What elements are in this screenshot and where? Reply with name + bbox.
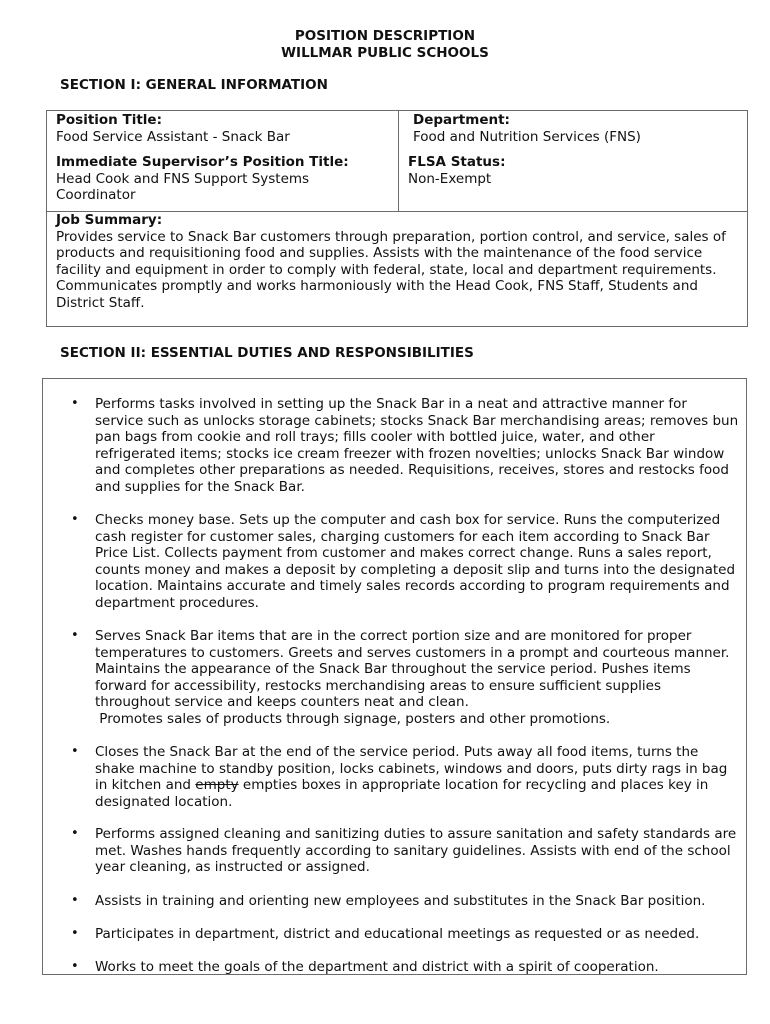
bullet-icon: • — [71, 396, 79, 411]
general-information-row — [47, 111, 747, 212]
flsa-status-field — [408, 154, 738, 187]
department-value: Food and Nutrition Services (FNS) — [413, 128, 641, 145]
document-title: POSITION DESCRIPTION — [294, 28, 476, 44]
job-summary-field — [56, 212, 744, 311]
supervisor-value: Head Cook and FNS Support Systems Coordinator — [56, 170, 310, 203]
document-header — [0, 28, 770, 62]
duty-text-promotes: Promotes sales of products through signage, posters and other promotions. — [99, 710, 611, 727]
job-summary-text: Provides service to Snack Bar customers through preparation, portion control, and service, sales of products and requisitioning food and supplies. Assists with the maintenance of the food service facility and equipment in order to comply with federal, state, local and department requirements. Communicates promptly and works harmoniously with the Head Cook, FNS Staff, Students and District Staff. — [56, 228, 726, 311]
department-label: Department: — [413, 112, 510, 128]
general-information-table — [46, 110, 748, 327]
bullet-icon: • — [71, 893, 79, 908]
section-1-heading: SECTION I: GENERAL INFORMATION — [60, 77, 328, 93]
bullet-icon: • — [71, 959, 79, 974]
position-title-label: Position Title: — [56, 112, 162, 128]
department-field — [413, 112, 743, 145]
duty-text: Works to meet the goals of the department and district with a spirit of cooperation. — [95, 959, 659, 975]
flsa-status-label: FLSA Status: — [408, 154, 506, 170]
struck-text: empty — [195, 777, 239, 793]
bullet-icon: • — [71, 744, 79, 759]
duty-text: Performs tasks involved in setting up the Snack Bar in a neat and attractive manner for service such as unlocks storage cabinets; stocks Snack Bar merchandising areas; removes bun pan bags from cookie and roll trays; fills cooler with bottled juice, water, and other refrigerated items; stocks ice cream freezer with frozen novelties; unlocks Snack Bar window and completes other preparations as needed. Requisitions, receives, stores and restocks food and supplies for the Snack Bar. — [95, 396, 739, 495]
supervisor-field — [56, 154, 386, 204]
section-2-heading: SECTION II: ESSENTIAL DUTIES AND RESPONSIBILITIES — [60, 345, 474, 361]
duty-text: Closes the Snack Bar at the end of the service period. Puts away all food items, turns the shake machine to standby position, locks cabinets, windows and doors, puts dirty rags in bag in kitchen and — [95, 744, 728, 793]
duties-list — [42, 378, 747, 975]
supervisor-label: Immediate Supervisor’s Position Title: — [56, 154, 349, 170]
bullet-icon: • — [71, 926, 79, 941]
job-summary-label: Job Summary: — [56, 212, 163, 228]
duty-text: Checks money base. Sets up the computer and cash box for service. Runs the computerized cash register for customer sales, charging customers for each item according to Snack Bar Price List. Collects payment from customer and makes correct change. Runs a sales report, counts money and makes a deposit by completing a deposit slip and turns into the designated location. Maintains accurate and timely sales records according to program requirements and department procedures. — [95, 512, 736, 611]
duty-text: Serves Snack Bar items that are in the correct portion size and are monitored for proper temperatures to customers. Greets and serves customers in a prompt and courteous manner. Maintains the appearance of the Snack Bar throughout the service period. Pushes items forward for accessibility, restocks merchandising areas to ensure sufficient supplies throughout service and keeps counters neat and clean. — [95, 628, 730, 710]
duty-text: Participates in department, district and educational meetings as requested or as needed. — [95, 926, 700, 942]
bullet-icon: • — [71, 628, 79, 643]
position-title-value: Food Service Assistant - Snack Bar — [56, 128, 290, 145]
duty-text-continued: empties boxes in appropriate location for recycling and places key in designated location. — [95, 777, 709, 810]
duty-text: Performs assigned cleaning and sanitizing duties to assure sanitation and safety standards are met. Washes hands frequently according to sanitary guidelines. Assists with end of the school year cleaning, as instructed or assigned. — [95, 826, 737, 875]
bullet-icon: • — [71, 826, 79, 841]
position-title-field — [56, 112, 386, 145]
column-divider — [398, 111, 399, 211]
flsa-status-value: Non-Exempt — [408, 170, 492, 187]
duty-text: Assists in training and orienting new employees and substitutes in the Snack Bar position. — [95, 893, 706, 909]
organization-name: WILLMAR PUBLIC SCHOOLS — [281, 45, 489, 61]
bullet-icon: • — [71, 512, 79, 527]
